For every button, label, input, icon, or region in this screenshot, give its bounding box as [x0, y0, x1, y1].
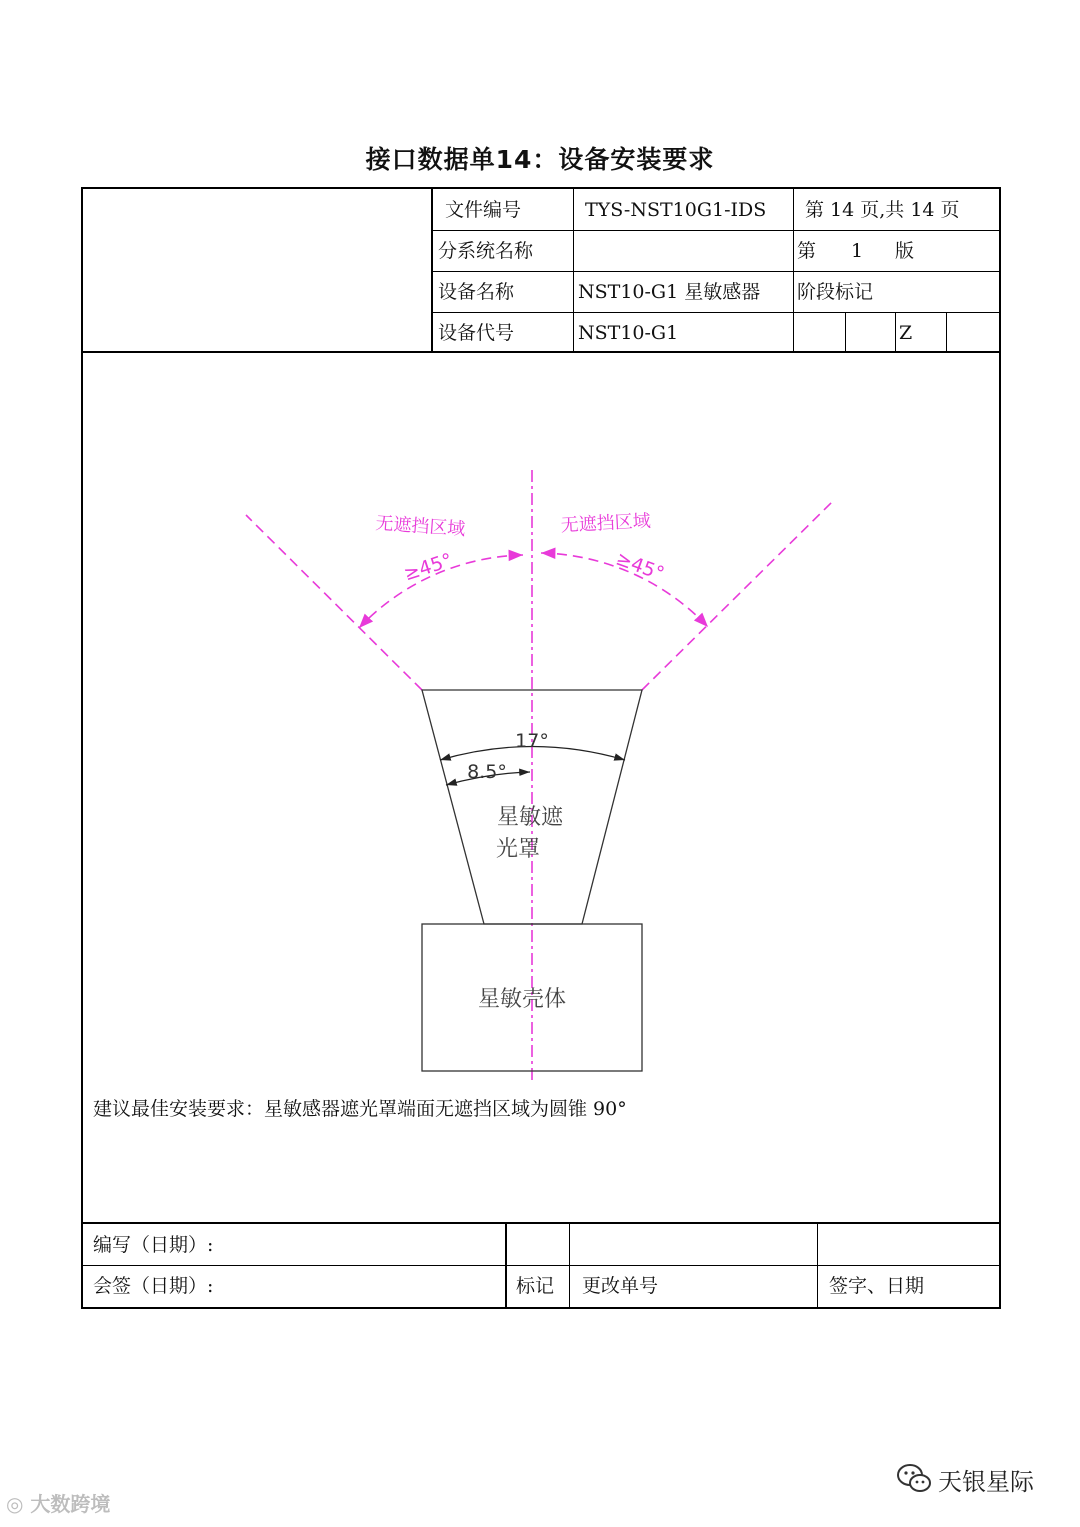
right-boundary-line — [642, 501, 833, 690]
watermark-left — [6, 1488, 110, 1517]
file-no-value: TYS-NST10G1-IDS — [585, 199, 767, 221]
stage-label: 阶段标记 — [797, 281, 874, 303]
version-number: 1 — [851, 240, 864, 262]
mark-label: 标记 — [516, 1275, 555, 1297]
watermark-left-text: 大数跨境 — [30, 1492, 111, 1516]
left-boundary-line — [246, 515, 422, 690]
footer-divider-1 — [505, 1222, 507, 1307]
device-name-value: NST10-G1 星敏感器 — [578, 281, 761, 303]
right-zone-label: 无遮挡区域 — [560, 510, 652, 537]
half-angle-label: 8.5° — [467, 761, 507, 783]
watermark-right: 天银星际 — [938, 1468, 1034, 1496]
installation-note: 建议最佳安装要求：星敏感器遮光罩端面无遮挡区域为圆锥 90° — [93, 1098, 627, 1120]
page-info: 第 14 页,共 14 页 — [805, 199, 960, 221]
change-no-label: 更改单号 — [582, 1275, 659, 1297]
device-name-label: 设备名称 — [438, 281, 515, 303]
device-code-value: NST10-G1 — [578, 322, 679, 344]
compile-label: 编写（日期）: — [93, 1234, 214, 1256]
footer-top-line — [81, 1222, 999, 1224]
sensor-body-label: 星敏壳体 — [477, 987, 567, 1012]
sign-date-label: 签字、日期 — [829, 1275, 925, 1297]
wechat-icon — [896, 1462, 932, 1496]
page-title: 接口数据单14：设备安装要求 — [365, 145, 715, 174]
weibo-icon: ◎ — [6, 1492, 24, 1516]
left-angle-label: ≥45° — [401, 549, 456, 586]
hood-label-line1: 星敏遮 — [496, 805, 564, 830]
file-no-label: 文件编号 — [445, 199, 522, 221]
version-prefix: 第 — [797, 240, 817, 262]
hood-label-line2: 光罩 — [495, 837, 541, 862]
countersign-label: 会签（日期）: — [93, 1275, 214, 1297]
subsystem-label: 分系统名称 — [438, 240, 534, 262]
device-code-label: 设备代号 — [438, 322, 515, 344]
version-suffix: 版 — [895, 240, 915, 262]
right-angle-label: ≥45° — [612, 547, 668, 586]
full-angle-label: 17° — [515, 730, 549, 752]
stage-mark: Z — [899, 322, 913, 344]
footer-divider-2 — [569, 1222, 570, 1307]
footer-divider-3 — [817, 1222, 818, 1307]
left-zone-label: 无遮挡区域 — [374, 512, 467, 541]
